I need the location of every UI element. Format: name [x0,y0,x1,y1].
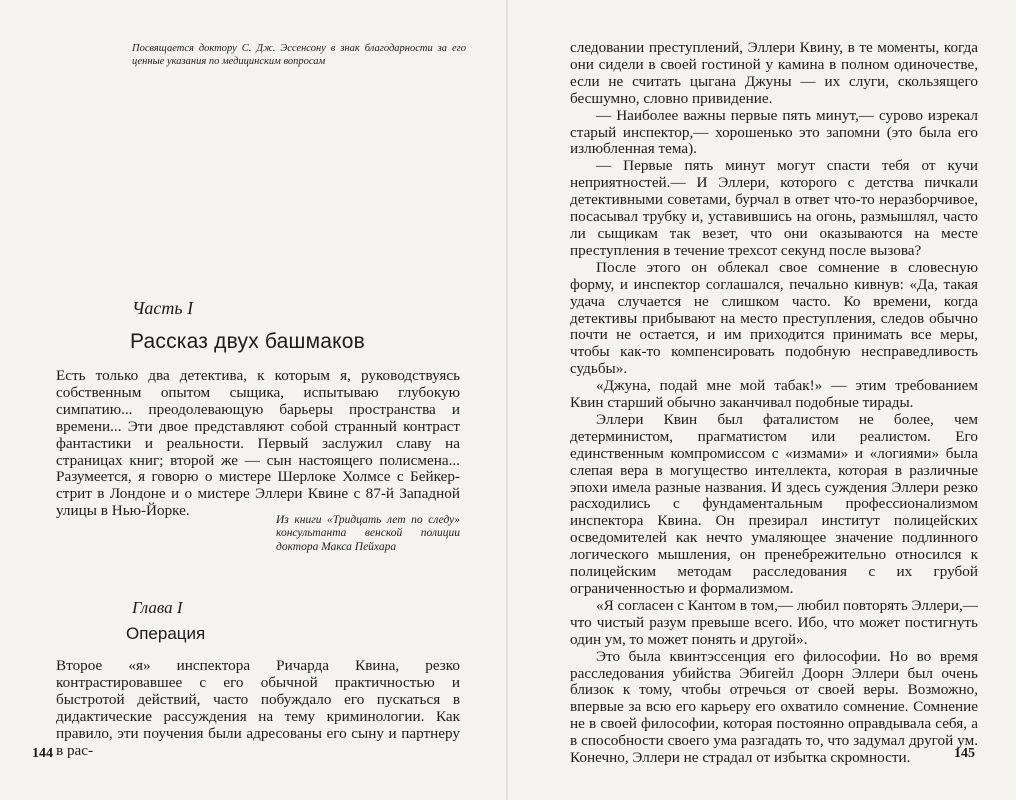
paragraph: «Я согласен с Кантом в том,— любил повторять Эллери,— что чистый разум превыше всего. Ибо, что может постигнуть один ум, то может понять и другой». [570,596,978,648]
part-label: Часть I [132,298,194,318]
page-number-left: 144 [32,746,53,761]
page-number-right: 145 [954,746,975,761]
paragraph: следовании преступлений, Эллери Квину, в те моменты, когда они сидели в своей гостиной у камина в полном одиночестве, если не считать цыгана Джуны — их слуги, скользящего бесшумно, словно привидение. [570,39,978,107]
part-title: Рассказ двух башмаков [130,330,365,353]
chapter-label: Глава I [132,598,183,617]
intro-paragraph: Есть только два детектива, к которым я, руководствуясь собственным опытом сыщика, испытываю глубокую симпатию... преодолевающую барьеры пространства и времени... Эти двое представляют собой странный контраст фантастики и реальности. Первый заслужил славу на страницах книг; второй же — сын настоящего полисмена... Разумеется, я говорю о мистере Шерлоке Холмсе с Бейкер-стрит в Лондоне и о мистере Эллери Квине с 87-й Западной улицы в Нью-Йорке. [56,367,460,520]
right-text-column [570,40,978,767]
paragraph: Эллери Квин был фаталистом не более, чем детерминистом, прагматистом или реалистом. Его единственным компромиссом с «измами» и «логиями» была слепая вера в могущество интеллекта, которая в различные эпохи имела разные названия. И здесь суждения Эллери резко расходились с фундаментальным профессионализмом инспектора Квина. Он презирал институт полицейских осведомителей как нечто умаляющее значение подлинного логического мышления, он пренебрежительно относился к полицейским методам расследования с их грубой ограниченностью и формализмом. [570,410,978,597]
paragraph: После этого он облекал свое сомнение в словесную форму, и инспектор соглашался, печально кивнув: «Да, такая удача случается не слишком часто. Ко времени, когда детективы прибывают на место преступления, следов обычно почти не остается, и им приходится принимать все меры, чтобы как-то компенсировать подобную несправедливость судьбы». [570,258,978,378]
chapter-paragraph: Второе «я» инспектора Ричарда Квина, резко контрастировавшее с его обычной практичностью и быстротой действий, часто побуждало его пускаться в дидактические рассуждения на тему криминологии. Как правило, эти поучения были адресованы его сыну и партнеру в рас- [56,657,460,759]
paragraph: Это была квинтэссенция его философии. Но во время расследования убийства Эбигейл Доорн Эллери был очень близок к тому, чтобы отречься от своей веры. Возможно, впервые за всю его карьеру его охватило сомнение. Сомнение не в своей философии, которая постоянно оправдывала себя, а в способности своего ума разгадать то, что задумал другой ум. Конечно, Эллери не страдал от избытка скромности. [570,647,978,767]
paragraph: «Джуна, подай мне мой табак!» — этим требованием Квин старший обычно заканчивал подобные тирады. [570,377,978,412]
paragraph: — Первые пять минут могут спасти тебя от кучи неприятностей.— И Эллери, которого с детства пичкали детективными советами, бурчал в ответ что-то неразборчивое, посасывал трубку и, уставившись на огонь, размышлял, часто ли сыщикам так везет, что они оказываются на месте преступления в течение трехсот секунд после вызова? [570,157,978,259]
paragraph: — Наиболее важны первые пять минут,— сурово изрекал старый инспектор,— хорошенько это запомни (это была его излюбленная тема). [570,106,978,158]
epigraph: Из книги «Тридцать лет по следу» консультанта венской полиции доктора Макса Пейхара [276,514,460,553]
chapter-title: Операция [126,624,206,643]
dedication: Посвящается доктору С. Дж. Эссенсону в знак благодарности за его ценные указания по медицинским вопросам [132,43,466,67]
right-page [508,0,1016,800]
